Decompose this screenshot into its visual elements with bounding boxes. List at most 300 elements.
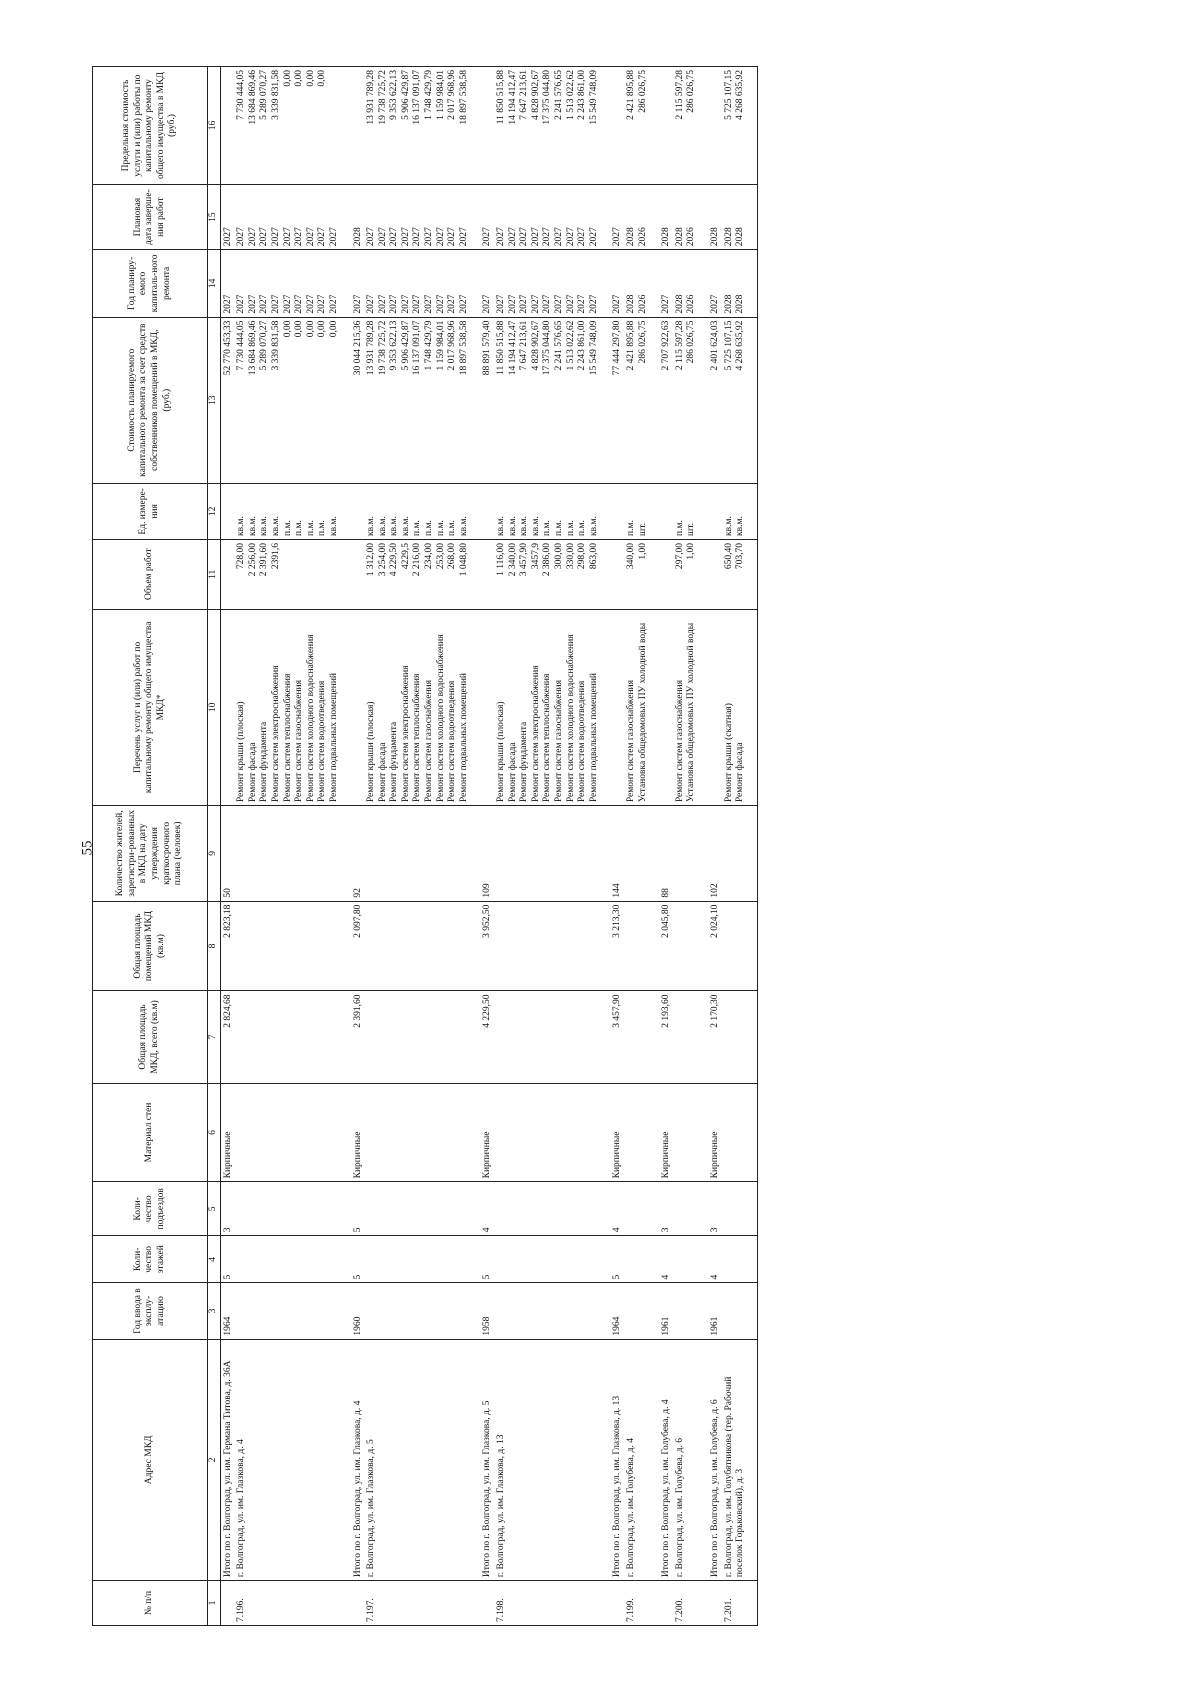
cell-area-rooms: 2 045,80 bbox=[659, 901, 674, 991]
cell-year bbox=[625, 1283, 659, 1339]
cell-floors: 5 bbox=[480, 1236, 495, 1283]
cell-material: Кирпичные bbox=[610, 1083, 625, 1182]
cell-costs bbox=[723, 317, 758, 483]
cell-line: 2027 bbox=[328, 227, 339, 247]
cell-line: 2026 bbox=[637, 227, 648, 247]
cell-end-years bbox=[610, 185, 625, 250]
cell-line: 268,00 bbox=[447, 542, 458, 570]
cell-line: 0,00 bbox=[317, 320, 328, 338]
cell-area-rooms: 3 213,30 bbox=[610, 901, 625, 991]
cell-line: 2028 bbox=[674, 227, 685, 247]
column-number: 9 bbox=[208, 806, 221, 901]
capital-repair-table bbox=[92, 66, 758, 1626]
cell-line: 0,00 bbox=[282, 70, 293, 87]
cell-volumes bbox=[365, 539, 480, 609]
cell-line: 1 748 429,79 bbox=[424, 70, 435, 120]
cell-line: 0,00 bbox=[294, 320, 305, 338]
cell-line: п.м. bbox=[294, 520, 305, 536]
column-header: Коли-чество этажей bbox=[93, 1236, 208, 1283]
rotated-table-area bbox=[60, 48, 1140, 1648]
cell-works bbox=[610, 609, 625, 806]
total-row bbox=[351, 67, 366, 1626]
column-number: 1 bbox=[208, 1581, 221, 1626]
column-number: 12 bbox=[208, 483, 221, 539]
cell-floors: 4 bbox=[659, 1236, 674, 1283]
cell-line: 2027 bbox=[612, 294, 623, 314]
cell-line: п.м. bbox=[577, 520, 588, 536]
cell-end-years bbox=[659, 185, 674, 250]
cell-line: 0,00 bbox=[317, 70, 328, 87]
cell-line: Ремонт систем водоотведения bbox=[447, 680, 458, 803]
cell-line: 286 026,75 bbox=[686, 70, 697, 113]
cell-line: 2 421 895,88 bbox=[625, 320, 636, 371]
cell-line: 5 906 429,87 bbox=[400, 320, 411, 371]
cell-line: 863,00 bbox=[588, 542, 599, 570]
cell-line: 13 684 869,46 bbox=[247, 70, 258, 125]
cell-line: 2027 bbox=[577, 294, 588, 314]
cell-area-rooms bbox=[674, 901, 708, 991]
cell-line: Установка общедомовых ПУ холодной воды bbox=[686, 622, 697, 803]
cell-line bbox=[710, 487, 722, 536]
cell-line: 16 137 091,07 bbox=[412, 70, 423, 125]
cell-year: 1961 bbox=[708, 1283, 723, 1339]
cell-costs bbox=[495, 317, 610, 483]
cell-line: п.м. bbox=[412, 520, 423, 536]
cell-line: 4229,5 bbox=[400, 542, 411, 570]
cell-material bbox=[625, 1083, 659, 1182]
cell-costs bbox=[708, 317, 723, 483]
cell-line: Ремонт систем газоснабжения bbox=[294, 680, 305, 803]
cell-line bbox=[353, 487, 365, 536]
cell-line: 2027 bbox=[554, 227, 565, 247]
cell-line: 2 241 576,65 bbox=[554, 70, 565, 120]
cell-limits bbox=[495, 67, 610, 185]
cell-line bbox=[283, 543, 295, 606]
column-header: Год ввода в эксплу-атацию bbox=[93, 1283, 208, 1339]
cell-line: 19 738 725,72 bbox=[377, 320, 388, 376]
cell-line: 2027 bbox=[317, 227, 328, 247]
cell-line: 2027 bbox=[447, 294, 458, 314]
cell-year bbox=[365, 1283, 480, 1339]
cell-year: 1958 bbox=[480, 1283, 495, 1339]
cell-line: 2027 bbox=[328, 294, 339, 314]
cell-line: 2027 bbox=[435, 294, 446, 314]
cell-line: Ремонт систем водоотведения bbox=[577, 680, 588, 803]
cell-area-total: 2 170,30 bbox=[708, 991, 723, 1083]
cell-volumes bbox=[708, 539, 723, 609]
cell-line: 5 289 070,27 bbox=[259, 70, 270, 120]
cell-line: 2027 bbox=[588, 294, 599, 314]
cell-volumes bbox=[659, 539, 674, 609]
cell-line bbox=[353, 543, 365, 606]
cell-units bbox=[365, 483, 480, 539]
cell-entrances: 3 bbox=[220, 1182, 235, 1236]
column-number: 11 bbox=[208, 539, 221, 609]
cell-line: 3 254,00 bbox=[377, 542, 388, 577]
cell-line: 2026 bbox=[686, 294, 697, 314]
cell-works bbox=[351, 609, 366, 806]
cell-n bbox=[351, 1581, 366, 1626]
cell-line: Ремонт фундамента bbox=[519, 721, 530, 803]
cell-line: 2027 bbox=[519, 294, 530, 314]
cell-line: кв.м. bbox=[236, 516, 247, 536]
cell-line: Ремонт систем электроснабжения bbox=[400, 665, 411, 803]
page-number: 55 bbox=[79, 840, 96, 856]
cell-floors: 5 bbox=[351, 1236, 366, 1283]
column-header: Объем работ bbox=[93, 539, 208, 609]
cell-line: Ремонт фасада bbox=[735, 742, 746, 803]
cell-units bbox=[723, 483, 758, 539]
cell-line bbox=[482, 613, 494, 803]
cell-line: 88 891 579,40 bbox=[482, 320, 493, 376]
cell-line: 0,00 bbox=[282, 320, 293, 338]
cell-works bbox=[659, 609, 674, 806]
cell-line: п.м. bbox=[282, 520, 293, 536]
cell-line: 0,00 bbox=[294, 70, 305, 87]
cell-line: Ремонт крыши (плоская) bbox=[236, 701, 247, 803]
cell-line: 2027 bbox=[482, 294, 493, 314]
cell-line: 19 738 725,72 bbox=[377, 70, 388, 125]
cell-line bbox=[482, 487, 494, 536]
cell-material: Кирпичные bbox=[659, 1083, 674, 1182]
cell-line: шт. bbox=[686, 522, 697, 536]
cell-line: Ремонт крыши (плоская) bbox=[496, 701, 507, 803]
cell-volumes bbox=[610, 539, 625, 609]
cell-line: 5 289 070,27 bbox=[259, 320, 270, 371]
cell-year bbox=[235, 1283, 350, 1339]
cell-line: 14 194 412,47 bbox=[507, 70, 518, 125]
house-row bbox=[495, 67, 610, 1626]
cell-address: Итого по г. Волгоград, ул. им. Глазкова, д. 4 bbox=[351, 1339, 366, 1580]
cell-end-years bbox=[235, 185, 350, 250]
cell-line: 9 353 622,13 bbox=[389, 70, 400, 120]
total-row bbox=[480, 67, 495, 1626]
cell-line bbox=[661, 487, 673, 536]
cell-line: 2027 bbox=[661, 294, 672, 314]
cell-limits bbox=[659, 67, 674, 185]
cell-line bbox=[329, 70, 341, 181]
cell-address: Итого по г. Волгоград, ул. им. Голубева, д. 6 bbox=[708, 1339, 723, 1580]
cell-residents: 144 bbox=[610, 806, 625, 901]
cell-area-total bbox=[365, 991, 480, 1083]
cell-limits bbox=[625, 67, 659, 185]
cell-line: 2 256,00 bbox=[247, 542, 258, 577]
cell-works bbox=[480, 609, 495, 806]
cell-line: 2027 bbox=[259, 227, 270, 247]
cell-line: 1 513 022,62 bbox=[565, 70, 576, 120]
cell-area-rooms bbox=[365, 901, 480, 991]
total-row bbox=[610, 67, 625, 1626]
cell-line: 1 116,00 bbox=[496, 542, 507, 576]
cell-n bbox=[659, 1581, 674, 1626]
cell-line: 297,00 bbox=[674, 542, 685, 570]
cell-line: 330,00 bbox=[565, 542, 576, 570]
cell-line: 2 115 597,28 bbox=[674, 70, 685, 120]
cell-line bbox=[482, 543, 494, 606]
cell-material bbox=[495, 1083, 610, 1182]
cell-line: п.м. bbox=[435, 520, 446, 536]
cell-plan-years bbox=[495, 250, 610, 317]
cell-end-years bbox=[220, 185, 235, 250]
cell-limits bbox=[480, 67, 495, 185]
cell-line: 703,70 bbox=[735, 542, 746, 570]
cell-n bbox=[708, 1581, 723, 1626]
cell-line: кв.м. bbox=[270, 516, 281, 536]
cell-line bbox=[353, 70, 365, 181]
column-header: Количество жителей, зарегистри-рованных в МКД на дату утверждения краткосрочного плана (человек) bbox=[93, 806, 208, 901]
cell-area-total bbox=[235, 991, 350, 1083]
cell-address: г. Волгоград, ул. им. Глазкова, д. 13 bbox=[495, 1339, 610, 1580]
cell-line: 650,40 bbox=[723, 542, 734, 570]
cell-limits bbox=[220, 67, 235, 185]
cell-line: 13 931 789,28 bbox=[366, 320, 377, 376]
cell-line: кв.м. bbox=[507, 516, 518, 536]
cell-address: Итого по г. Волгоград, ул. им. Германа Титова, д. 36А bbox=[220, 1339, 235, 1580]
cell-line bbox=[612, 543, 624, 606]
cell-line: 2027 bbox=[496, 227, 507, 247]
cell-year: 1964 bbox=[610, 1283, 625, 1339]
cell-line: 2 386,00 bbox=[542, 542, 553, 577]
cell-address: г. Волгоград, ул. им. Голубятникова (тер. Рабочий поселок Горьковский), д. 3 bbox=[723, 1339, 758, 1580]
cell-line: 2027 bbox=[282, 294, 293, 314]
cell-residents: 88 bbox=[659, 806, 674, 901]
column-header: Перечень услуг и (или) работ по капитальному ремонту общего имущества МКД* bbox=[93, 609, 208, 806]
cell-plan-years bbox=[610, 250, 625, 317]
cell-address: Итого по г. Волгоград, ул. им. Глазкова, д. 13 bbox=[610, 1339, 625, 1580]
cell-line: кв.м. bbox=[723, 516, 734, 536]
cell-material: Кирпичные bbox=[220, 1083, 235, 1182]
cell-material bbox=[723, 1083, 758, 1182]
column-header: Материал стен bbox=[93, 1083, 208, 1182]
cell-residents: 109 bbox=[480, 806, 495, 901]
cell-residents bbox=[235, 806, 350, 901]
cell-line: 4 268 635,92 bbox=[735, 70, 746, 120]
cell-floors bbox=[365, 1236, 480, 1283]
cell-line bbox=[710, 613, 722, 803]
cell-line: 2027 bbox=[447, 227, 458, 247]
cell-limits bbox=[351, 67, 366, 185]
cell-line: 2027 bbox=[530, 227, 541, 247]
cell-line: Ремонт систем холодного водоснабжения bbox=[305, 634, 316, 803]
column-header: Коли-чество подъездов bbox=[93, 1182, 208, 1236]
cell-address: г. Волгоград, ул. им. Голубева, д. 4 bbox=[625, 1339, 659, 1580]
cell-entrances: 3 bbox=[708, 1182, 723, 1236]
column-number: 14 bbox=[208, 250, 221, 317]
cell-line: 2028 bbox=[723, 294, 734, 314]
cell-line bbox=[317, 543, 329, 606]
cell-n: 7.197. bbox=[365, 1581, 480, 1626]
cell-line: 4 828 902,67 bbox=[530, 70, 541, 120]
cell-n bbox=[610, 1581, 625, 1626]
cell-line: 13 931 789,28 bbox=[366, 70, 377, 125]
cell-line: п.м. bbox=[625, 520, 636, 536]
cell-line: 2028 bbox=[674, 294, 685, 314]
cell-line: 2028 bbox=[661, 227, 672, 247]
cell-line: 2 216,00 bbox=[412, 542, 423, 577]
cell-line: 7 647 213,61 bbox=[519, 70, 530, 120]
cell-line: кв.м. bbox=[458, 516, 469, 536]
cell-line: 2027 bbox=[294, 227, 305, 247]
cell-costs bbox=[674, 317, 708, 483]
cell-area-total bbox=[495, 991, 610, 1083]
cell-line: 2027 bbox=[458, 294, 469, 314]
cell-line: Ремонт систем газоснабжения bbox=[424, 680, 435, 803]
cell-line: кв.м. bbox=[400, 516, 411, 536]
cell-residents bbox=[723, 806, 758, 901]
cell-line: Ремонт фасада bbox=[377, 742, 388, 803]
column-number: 16 bbox=[208, 67, 221, 185]
cell-volumes bbox=[220, 539, 235, 609]
cell-plan-years bbox=[365, 250, 480, 317]
cell-line: 5 725 107,15 bbox=[723, 320, 734, 371]
cell-line: 2027 bbox=[424, 294, 435, 314]
cell-material bbox=[235, 1083, 350, 1182]
column-header: Плановая дата заверше-ния работ bbox=[93, 185, 208, 250]
cell-floors: 5 bbox=[220, 1236, 235, 1283]
cell-costs bbox=[625, 317, 659, 483]
cell-area-rooms: 2 097,80 bbox=[351, 901, 366, 991]
cell-area-rooms bbox=[723, 901, 758, 991]
cell-line: 1,00 bbox=[686, 542, 697, 560]
cell-year: 1961 bbox=[659, 1283, 674, 1339]
cell-line: 7 647 213,61 bbox=[519, 320, 530, 371]
cell-line: 0,00 bbox=[305, 70, 316, 87]
cell-area-total: 3 457,90 bbox=[610, 991, 625, 1083]
cell-line: 2027 bbox=[377, 227, 388, 247]
cell-costs bbox=[235, 317, 350, 483]
cell-line: 2028 bbox=[735, 227, 746, 247]
cell-line: 2 707 922,63 bbox=[661, 320, 672, 371]
cell-line bbox=[661, 543, 673, 606]
cell-line: шт. bbox=[637, 522, 648, 536]
cell-plan-years bbox=[723, 250, 758, 317]
cell-line: 2028 bbox=[625, 227, 636, 247]
cell-area-total: 2 391,60 bbox=[351, 991, 366, 1083]
column-number: 15 bbox=[208, 185, 221, 250]
cell-line: Установка общедомовых ПУ холодной воды bbox=[637, 622, 648, 803]
cell-line: Ремонт фасада bbox=[247, 742, 258, 803]
cell-n bbox=[220, 1581, 235, 1626]
cell-area-rooms: 2 823,18 bbox=[220, 901, 235, 991]
cell-material: Кирпичные bbox=[480, 1083, 495, 1182]
cell-line: 2 243 861,00 bbox=[577, 70, 588, 120]
cell-line: Ремонт подвальных помещений bbox=[458, 672, 469, 803]
cell-area-rooms: 2 024,10 bbox=[708, 901, 723, 991]
cell-line: 2027 bbox=[247, 294, 258, 314]
cell-line: 3 457,90 bbox=[519, 542, 530, 577]
cell-line: 298,00 bbox=[577, 542, 588, 570]
cell-line: Ремонт подвальных помещений bbox=[328, 672, 339, 803]
cell-line: 253,00 bbox=[435, 542, 446, 570]
cell-floors: 5 bbox=[610, 1236, 625, 1283]
cell-line: 1 748 429,79 bbox=[424, 320, 435, 371]
cell-plan-years bbox=[235, 250, 350, 317]
column-number: 13 bbox=[208, 317, 221, 483]
cell-end-years bbox=[495, 185, 610, 250]
cell-entrances: 4 bbox=[610, 1182, 625, 1236]
cell-works bbox=[708, 609, 723, 806]
cell-line bbox=[612, 487, 624, 536]
cell-line: 2027 bbox=[400, 227, 411, 247]
house-row bbox=[723, 67, 758, 1626]
cell-line: кв.м. bbox=[530, 516, 541, 536]
cell-line: Ремонт подвальных помещений bbox=[588, 672, 599, 803]
cell-line: 2 017 968,96 bbox=[447, 70, 458, 120]
cell-year bbox=[674, 1283, 708, 1339]
cell-line: п.м. bbox=[542, 520, 553, 536]
cell-line: 2026 bbox=[637, 294, 648, 314]
cell-limits bbox=[235, 67, 350, 185]
cell-volumes bbox=[495, 539, 610, 609]
cell-floors bbox=[723, 1236, 758, 1283]
cell-line: 1 048,80 bbox=[458, 542, 469, 577]
cell-line: кв.м. bbox=[496, 516, 507, 536]
cell-area-total: 2 824,68 bbox=[220, 991, 235, 1083]
cell-area-total bbox=[723, 991, 758, 1083]
cell-line: Ремонт систем газоснабжения bbox=[554, 680, 565, 803]
cell-line: Ремонт систем теплоснабжения bbox=[282, 673, 293, 803]
cell-line: 0,00 bbox=[305, 320, 316, 338]
cell-units bbox=[659, 483, 674, 539]
cell-line: 11 850 515,88 bbox=[496, 70, 507, 125]
cell-line: п.м. bbox=[424, 520, 435, 536]
cell-floors bbox=[235, 1236, 350, 1283]
cell-n: 7.199. bbox=[625, 1581, 659, 1626]
cell-plan-years bbox=[674, 250, 708, 317]
cell-area-rooms bbox=[495, 901, 610, 991]
cell-line: 2 017 968,96 bbox=[447, 320, 458, 371]
cell-line: 2027 bbox=[577, 227, 588, 247]
cell-line: 2027 bbox=[377, 294, 388, 314]
column-number: 7 bbox=[208, 991, 221, 1083]
cell-line: 2027 bbox=[507, 294, 518, 314]
cell-line: Ремонт систем газоснабжения bbox=[625, 680, 636, 803]
cell-line: 2027 bbox=[530, 294, 541, 314]
cell-line: 2028 bbox=[735, 294, 746, 314]
cell-plan-years bbox=[659, 250, 674, 317]
cell-line: 2027 bbox=[270, 294, 281, 314]
cell-line: 2027 bbox=[400, 294, 411, 314]
cell-n bbox=[480, 1581, 495, 1626]
cell-units bbox=[674, 483, 708, 539]
cell-line bbox=[353, 613, 365, 803]
cell-line bbox=[612, 613, 624, 803]
cell-line: п.м. bbox=[305, 520, 316, 536]
cell-line: 300,00 bbox=[554, 542, 565, 570]
cell-line: Ремонт систем газоснабжения bbox=[674, 680, 685, 803]
cell-line: 2027 bbox=[412, 227, 423, 247]
cell-costs bbox=[220, 317, 235, 483]
cell-line: кв.м. bbox=[259, 516, 270, 536]
cell-entrances bbox=[495, 1182, 610, 1236]
cell-line bbox=[710, 543, 722, 606]
cell-year bbox=[495, 1283, 610, 1339]
cell-line: 2027 bbox=[542, 294, 553, 314]
cell-area-total bbox=[625, 991, 659, 1083]
cell-floors bbox=[495, 1236, 610, 1283]
cell-works bbox=[365, 609, 480, 806]
cell-line: 2027 bbox=[366, 227, 377, 247]
cell-volumes bbox=[625, 539, 659, 609]
cell-floors bbox=[625, 1236, 659, 1283]
cell-works bbox=[235, 609, 350, 806]
cell-material: Кирпичные bbox=[708, 1083, 723, 1182]
cell-year: 1960 bbox=[351, 1283, 366, 1339]
cell-line: 2027 bbox=[482, 227, 493, 247]
cell-volumes bbox=[674, 539, 708, 609]
cell-units bbox=[610, 483, 625, 539]
cell-line: 4 229,50 bbox=[389, 542, 400, 577]
